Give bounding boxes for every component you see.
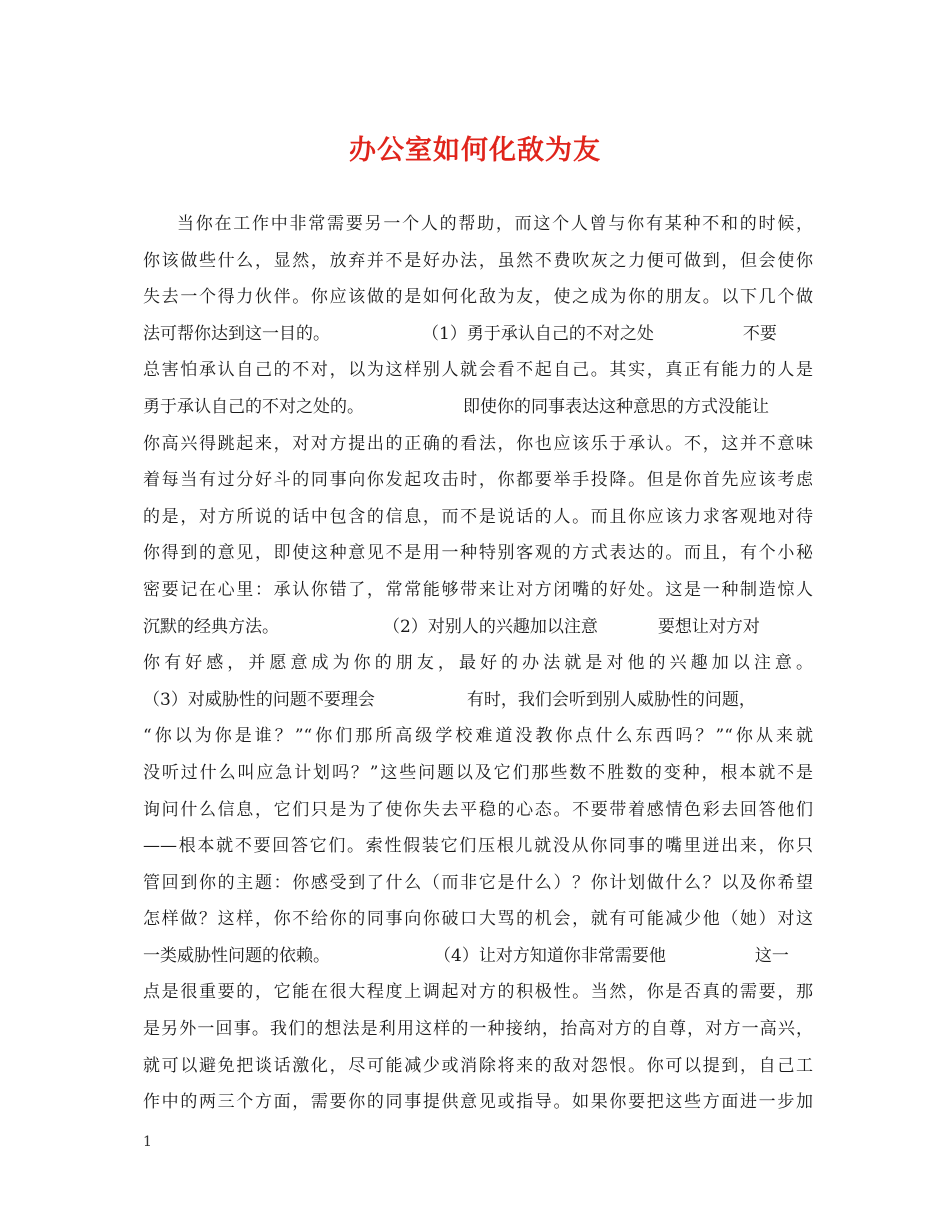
text-line: 失去一个得力伙伴。你应该做的是如何化敌为友，使之成为你的朋友。以下几个做 [143, 287, 813, 308]
text-line [143, 682, 813, 719]
text-line: 你该做些什么，显然，放弃并不是好办法，虽然不费吹灰之力便可做到，但会使你 [143, 250, 813, 271]
text-line: 怎样做？这样，你不给你的同事向你破口大骂的机会，就有可能减少他（她）对这 [143, 909, 813, 930]
text-line: 当你在工作中非常需要另一个人的帮助，而这个人曾与你有某种不和的时候， [177, 214, 813, 234]
text-line: 的是，对方所说的话中包含的信息，而不是说话的人。而且你应该力求客观地对待 [143, 506, 813, 527]
text-line: 询问什么信息，它们只是为了使你失去平稳的心态。不要带着感情色彩去回答他们 [143, 799, 813, 820]
section-heading: （3）对威胁性的问题不要理会 [143, 689, 375, 710]
text-segment: 要想让对方对 [657, 616, 760, 637]
text-segment: 不要 [742, 323, 777, 344]
text-line: 管回到你的主题：你感受到了什么（而非它是什么）？你计划做什么？以及你希望 [143, 872, 813, 893]
text-segment: 沉默的经典方法。 [143, 616, 279, 637]
section-heading: （1）勇于承认自己的不对之处 [422, 323, 654, 344]
text-segment: 即使你的同事表达这种意思的方式没能让 [463, 396, 769, 417]
text-line: 是另外一回事。我们的想法是利用这样的一种接纳，抬高对方的自尊，对方一高兴， [143, 1019, 813, 1040]
text-line [143, 316, 813, 353]
text-line: 你有好感，并愿意成为你的朋友，最好的办法就是对他的兴趣加以注意。 [143, 653, 813, 674]
text-line: 着每当有过分好斗的同事向你发起攻击时，你都要举手投降。但是你首先应该考虑 [143, 470, 813, 491]
text-line: ——根本就不要回答它们。索性假装它们压根儿就没从你同事的嘴里迸出来，你只 [143, 836, 813, 857]
text-line: “你以为你是谁？”“你们那所高级学校难道没教你点什么东西吗？”“你从来就 [143, 726, 813, 747]
body-text [143, 206, 813, 1121]
text-line [143, 938, 813, 975]
text-line: 你得到的意见，即使这种意见不是用一种特别客观的方式表达的。而且，有个小秘 [143, 543, 813, 564]
text-segment: 一类威胁性问题的依赖。 [143, 945, 330, 966]
text-line: 总害怕承认自己的不对，以为这样别人就会看不起自己。其实，真正有能力的人是 [143, 360, 813, 381]
text-line: 就可以避免把谈话激化，尽可能减少或消除将来的敌对怨恨。你可以提到，自己工 [143, 1055, 813, 1076]
section-heading: （4）让对方知道你非常需要他 [434, 945, 666, 966]
text-segment: 有时，我们会听到别人威胁性的问题， [466, 689, 756, 710]
text-segment: 这一 [754, 945, 789, 966]
text-line: 没听过什么叫应急计划吗？”这些问题以及它们那些数不胜数的变种，根本就不是 [143, 762, 813, 783]
text-line: 点是很重要的，它能在很大程度上调起对方的积极性。当然，你是否真的需要，那 [143, 982, 813, 1003]
text-segment: 勇于承认自己的不对之处的。 [143, 396, 364, 417]
document-title: 办公室如何化敌为友 [349, 135, 601, 166]
text-line: 密要记在心里：承认你错了，常常能够带来让对方闭嘴的好处。这是一种制造惊人 [143, 579, 813, 600]
text-line: 你高兴得跳起来，对对方提出的正确的看法，你也应该乐于承认。不，这并不意味 [143, 433, 813, 454]
text-line [143, 389, 813, 426]
section-heading: （2）对别人的兴趣加以注意 [383, 616, 598, 637]
text-line [143, 609, 813, 646]
text-line: 作中的两三个方面，需要你的同事提供意见或指导。如果你要把这些方面进一步加 [143, 1092, 813, 1113]
text-segment: 法可帮你达到这一目的。 [143, 323, 330, 344]
page-number: 1 [143, 1134, 152, 1150]
